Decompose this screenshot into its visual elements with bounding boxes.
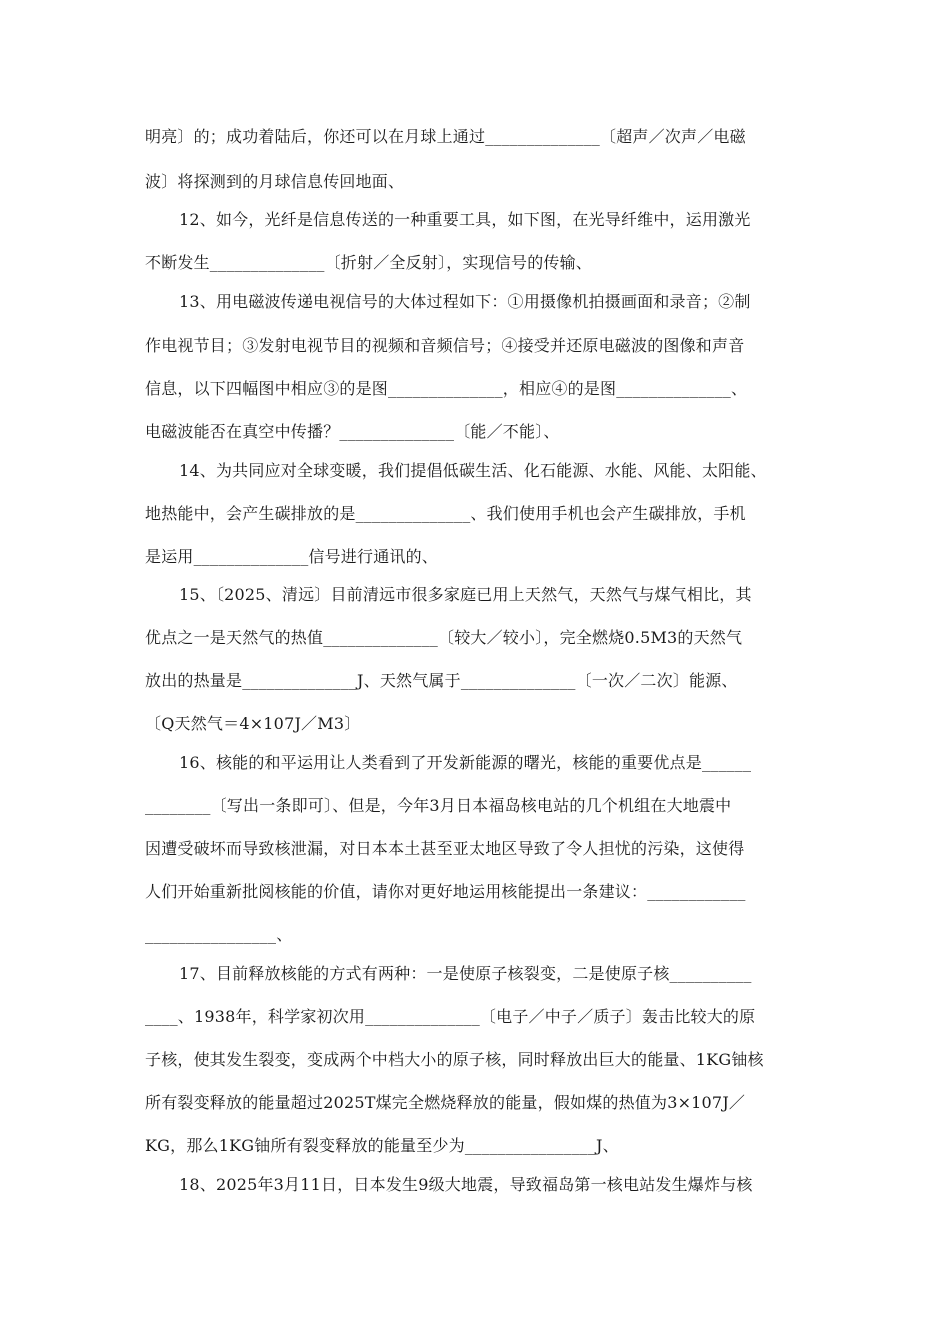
text-line: 地热能中，会产生碳排放的是______________、我们使用手机也会产生碳排放，手机 <box>145 504 746 523</box>
text-line: ________〔写出一条即可〕、但是，今年3月日本福岛核电站的几个机组在大地震中 <box>145 796 732 815</box>
text-line: 放出的热量是______________J、天然气属于______________〔一次／二次〕能源、 <box>145 671 738 690</box>
text-line: ________________、 <box>145 925 293 944</box>
text-line: 不断发生______________〔折射／全反射〕，实现信号的传输、 <box>145 253 593 272</box>
text-line: 优点之一是天然气的热值______________〔较大／较小〕，完全燃烧0.5M3的天然气 <box>145 628 743 647</box>
question-16-start: 16、核能的和平运用让人类看到了开发新能源的曙光，核能的重要优点是______ <box>179 753 752 772</box>
question-13-start: 13、用电磁波传递电视信号的大体过程如下：①用摄像机拍摄画面和录音；②制 <box>179 292 751 311</box>
text-line: 所有裂变释放的能量超过2025T煤完全燃烧释放的能量，假如煤的热值为3×107J／ <box>145 1093 746 1112</box>
text-line: 电磁波能否在真空中传播？______________〔能／不能〕、 <box>145 422 560 441</box>
question-17-start: 17、目前释放核能的方式有两种：一是使原子核裂变，二是使原子核__________ <box>179 964 752 983</box>
text-line: 因遭受破坏而导致核泄漏，对日本本土甚至亚太地区导致了令人担忧的污染，这使得 <box>145 839 745 858</box>
text-line: ____、1938年，科学家初次用______________〔电子／中子／质子〕轰击比较大的原 <box>145 1007 756 1026</box>
text-line: 人们开始重新批阅核能的价值，请你对更好地运用核能提出一条建议：____________ <box>145 882 746 901</box>
text-line: 作电视节目；③发射电视节目的视频和音频信号；④接受并还原电磁波的图像和声音 <box>145 336 745 355</box>
text-line: 明亮〕的；成功着陆后，你还可以在月球上通过______________〔超声／次声／电磁 <box>145 127 746 146</box>
question-15-start: 15、〔2025、清远〕目前清远市很多家庭已用上天然气，天然气与煤气相比，其 <box>179 585 752 604</box>
text-line: 信息，以下四幅图中相应③的是图______________，相应④的是图______________、 <box>145 379 748 398</box>
question-18-start: 18、2025年3月11日，日本发生9级大地震，导致福岛第一核电站发生爆炸与核 <box>179 1175 753 1194</box>
text-line: 〔Q天然气＝4×107J／M3〕 <box>145 714 361 733</box>
text-line: KG，那么1KG铀所有裂变释放的能量至少为________________J、 <box>145 1136 619 1155</box>
question-14-start: 14、为共同应对全球变暖，我们提倡低碳生活、化石能源、水能、风能、太阳能、 <box>179 461 767 480</box>
text-line: 是运用______________信号进行通讯的、 <box>145 547 439 566</box>
question-12-start: 12、如今，光纤是信息传送的一种重要工具，如下图，在光导纤维中，运用激光 <box>179 210 751 229</box>
text-line: 子核，使其发生裂变，变成两个中档大小的原子核，同时释放出巨大的能量、1KG铀核 <box>145 1050 764 1069</box>
text-line: 波〕将探测到的月球信息传回地面、 <box>145 172 405 191</box>
